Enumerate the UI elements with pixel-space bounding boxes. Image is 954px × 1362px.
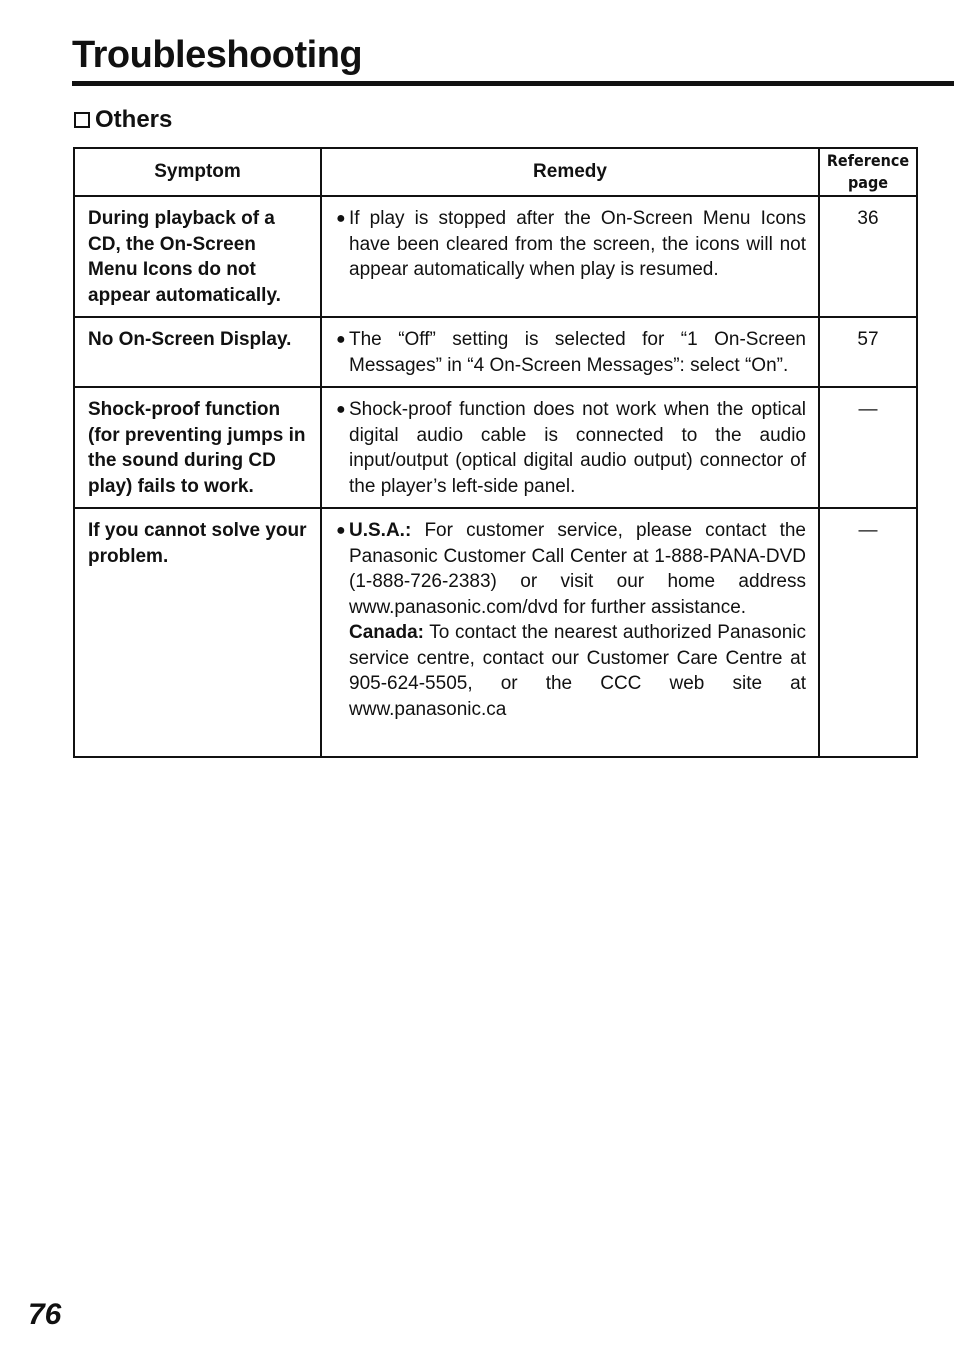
troubleshooting-table bbox=[73, 147, 918, 758]
symptom-cell: If you cannot solve your problem. bbox=[74, 508, 321, 757]
remedy-cell bbox=[321, 196, 819, 317]
bullet-icon: ● bbox=[336, 401, 346, 418]
symptom-cell: During playback of a CD, the On-Screen Menu Icons do not appear automatically. bbox=[74, 196, 321, 317]
symptom-cell: No On-Screen Display. bbox=[74, 317, 321, 387]
reference-cell: — bbox=[819, 508, 917, 757]
table-header-row bbox=[74, 148, 917, 196]
header-reference-line2: page bbox=[847, 173, 889, 192]
table-row bbox=[74, 508, 917, 757]
bullet-icon: ● bbox=[336, 210, 346, 227]
page-number: 76 bbox=[28, 1298, 62, 1331]
table-row bbox=[74, 387, 917, 508]
header-reference-line1: Reference bbox=[826, 151, 910, 170]
reference-cell: 36 bbox=[819, 196, 917, 317]
remedy-text: The “Off” setting is selected for “1 On-Screen Messages” in “4 On-Screen Messages”: select “On”. bbox=[349, 329, 806, 376]
checkbox-square-icon bbox=[74, 112, 90, 128]
remedy-text bbox=[349, 518, 806, 620]
section-label: Others bbox=[95, 106, 173, 133]
page-title: Troubleshooting bbox=[72, 34, 363, 76]
bullet-icon: ● bbox=[336, 331, 346, 348]
remedy-cell bbox=[321, 317, 819, 387]
remedy-usa-text: For customer service, please contact the Panasonic Customer Call Center at 1-888-PANA-DVD (1-888-726-2383) or visit our home address www.panasonic.com/dvd for further assistance. bbox=[349, 520, 807, 618]
remedy-canada bbox=[336, 620, 806, 722]
remedy-text: If play is stopped after the On-Screen Menu Icons have been cleared from the screen, the icons will not appear automatically when play is resumed. bbox=[349, 208, 806, 280]
title-rule bbox=[72, 81, 954, 86]
section-heading bbox=[74, 106, 172, 134]
remedy-canada-text: To contact the nearest authorized Panasonic service centre, contact our Customer Care Centre at 905-624-5505, or the CCC web site at www.panasonic.ca bbox=[349, 622, 806, 720]
remedy-canada-label: Canada: bbox=[349, 622, 424, 643]
header-symptom: Symptom bbox=[74, 148, 321, 196]
remedy-cell bbox=[321, 387, 819, 508]
remedy-text: Shock-proof function does not work when the optical digital audio cable is connected to the audio input/output (optical digital audio output) connector of the player’s left-side panel. bbox=[349, 399, 806, 497]
header-reference-page bbox=[819, 148, 917, 196]
table-row bbox=[74, 317, 917, 387]
remedy-cell bbox=[321, 508, 819, 757]
table-row bbox=[74, 196, 917, 317]
remedy-usa-label: U.S.A.: bbox=[349, 520, 412, 541]
bullet-icon: ● bbox=[336, 522, 346, 539]
header-remedy: Remedy bbox=[321, 148, 819, 196]
symptom-cell: Shock-proof function (for preventing jumps in the sound during CD play) fails to work. bbox=[74, 387, 321, 508]
reference-cell: 57 bbox=[819, 317, 917, 387]
reference-cell: — bbox=[819, 387, 917, 508]
